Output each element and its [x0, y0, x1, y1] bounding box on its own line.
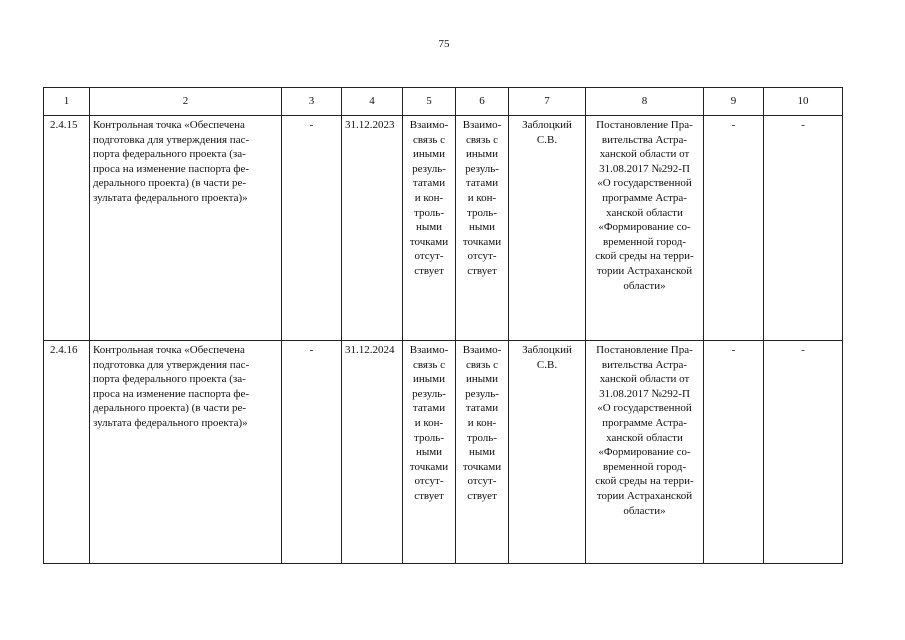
relation-note-5	[403, 116, 456, 341]
relation-note-6-line: троль-	[467, 431, 497, 444]
control-point-name-line: дерального проекта) (в части ре-	[93, 177, 247, 190]
document-reference-line: ской среды на терри-	[595, 475, 694, 488]
relation-note-6-line: резуль-	[465, 387, 499, 400]
column-header: 8	[586, 88, 704, 116]
relation-note-5-line: татами	[412, 402, 446, 415]
col10-value: -	[764, 341, 843, 564]
control-point-name-line: порта федерального проекта (за-	[93, 373, 246, 386]
relation-note-5-line: ствует	[414, 489, 444, 502]
relation-note-5-line: резуль-	[412, 162, 446, 175]
relation-note-6-line: отсут-	[467, 250, 497, 263]
relation-note-5	[403, 341, 456, 564]
relation-note-5-line: Взаимо-	[409, 344, 449, 356]
col3-value: -	[282, 116, 342, 341]
relation-note-5-line: Взаимо-	[409, 119, 449, 131]
column-header: 7	[509, 88, 586, 116]
control-point-name-line: дерального проекта) (в части ре-	[93, 402, 247, 415]
document-reference-line: ханской области от	[599, 373, 690, 386]
document-reference-line: 31.08.2017 №292-П	[599, 162, 690, 175]
relation-note-5-line: и кон-	[414, 416, 444, 429]
relation-note-5-line: ными	[415, 446, 443, 459]
document-reference-line: ханской области	[606, 431, 683, 444]
control-points-table	[43, 87, 843, 564]
control-point-name-line: Контрольная точка «Обеспечена	[93, 119, 245, 131]
document-reference-line: «Формирование со-	[598, 221, 691, 234]
document-reference-line: программе Астра-	[602, 191, 687, 204]
relation-note-6-line: связь с	[466, 133, 498, 146]
relation-note-6-line: резуль-	[465, 162, 499, 175]
column-header: 6	[456, 88, 509, 116]
table-row	[44, 341, 843, 564]
document-reference-line: временной город-	[602, 235, 686, 248]
column-header: 5	[403, 88, 456, 116]
document-reference-line: «О государственной	[597, 177, 692, 190]
relation-note-5-line: связь с	[413, 133, 445, 146]
column-header: 4	[342, 88, 403, 116]
relation-note-6-line: татами	[465, 402, 499, 415]
relation-note-6-line: отсут-	[467, 475, 497, 488]
relation-note-6-line: Взаимо-	[462, 119, 502, 131]
column-header: 9	[704, 88, 764, 116]
relation-note-5-line: иными	[412, 373, 445, 386]
column-header: 10	[764, 88, 843, 116]
document-reference-line: временной город-	[602, 460, 686, 473]
document-reference-line: тории Астраханской	[596, 489, 693, 502]
responsible-person-line: Заблоцкий	[522, 119, 572, 131]
relation-note-5-line: отсут-	[414, 475, 444, 488]
relation-note-5-line: татами	[412, 177, 446, 190]
relation-note-5-line: резуль-	[412, 387, 446, 400]
deadline-date: 31.12.2023	[342, 116, 403, 341]
document-reference-line: Постановление Пра-	[596, 119, 693, 131]
relation-note-6	[456, 341, 509, 564]
document-reference-line: вительства Астра-	[601, 358, 688, 371]
relation-note-5-line: отсут-	[414, 250, 444, 263]
document-reference-line: Постановление Пра-	[596, 344, 693, 356]
relation-note-5-line: связь с	[413, 358, 445, 371]
relation-note-6-line: ными	[468, 446, 496, 459]
document-reference	[586, 341, 704, 564]
relation-note-6-line: татами	[465, 177, 499, 190]
col9-value: -	[704, 341, 764, 564]
row-number: 2.4.16	[44, 341, 90, 564]
relation-note-6-line: ствует	[467, 264, 497, 277]
relation-note-6-line: и кон-	[467, 416, 497, 429]
relation-note-5-line: точками	[409, 460, 449, 473]
relation-note-6-line: точками	[462, 460, 502, 473]
relation-note-5-line: ными	[415, 221, 443, 234]
responsible-person	[509, 341, 586, 564]
document-reference-line: области»	[623, 279, 666, 292]
relation-note-6-line: связь с	[466, 358, 498, 371]
control-point-name-line: зультата федерального проекта)»	[93, 416, 248, 429]
control-point-name	[90, 116, 282, 341]
relation-note-6-line: ствует	[467, 489, 497, 502]
document-reference	[586, 116, 704, 341]
row-number: 2.4.15	[44, 116, 90, 341]
relation-note-5-line: ствует	[414, 264, 444, 277]
responsible-person	[509, 116, 586, 341]
control-point-name-line: Контрольная точка «Обеспечена	[93, 344, 245, 356]
relation-note-6-line: ными	[468, 221, 496, 234]
relation-note-5-line: иными	[412, 148, 445, 161]
relation-note-6-line: троль-	[467, 206, 497, 219]
control-point-name-line: проса на изменение паспорта фе-	[93, 387, 250, 400]
relation-note-6-line: точками	[462, 235, 502, 248]
column-header: 1	[44, 88, 90, 116]
document-reference-line: 31.08.2017 №292-П	[599, 387, 690, 400]
relation-note-6-line: иными	[465, 373, 498, 386]
document-reference-line: области»	[623, 504, 666, 517]
responsible-person-line: Заблоцкий	[522, 344, 572, 356]
relation-note-5-line: точками	[409, 235, 449, 248]
relation-note-6-line: Взаимо-	[462, 344, 502, 356]
column-header: 3	[282, 88, 342, 116]
document-reference-line: ханской области от	[599, 148, 690, 161]
responsible-person-line: С.В.	[536, 133, 558, 146]
page-number: 75	[438, 38, 450, 50]
col9-value: -	[704, 116, 764, 341]
document-reference-line: ханской области	[606, 206, 683, 219]
relation-note-6	[456, 116, 509, 341]
document-reference-line: «Формирование со-	[598, 446, 691, 459]
document-reference-line: программе Астра-	[602, 416, 687, 429]
control-point-name	[90, 341, 282, 564]
table-row	[44, 116, 843, 341]
header-row	[44, 88, 843, 116]
document-reference-line: ской среды на терри-	[595, 250, 694, 263]
column-header: 2	[90, 88, 282, 116]
document-reference-line: «О государственной	[597, 402, 692, 415]
control-point-name-line: зультата федерального проекта)»	[93, 191, 248, 204]
relation-note-5-line: троль-	[414, 431, 444, 444]
relation-note-6-line: и кон-	[467, 191, 497, 204]
control-point-name-line: порта федерального проекта (за-	[93, 148, 246, 161]
relation-note-6-line: иными	[465, 148, 498, 161]
col3-value: -	[282, 341, 342, 564]
col10-value: -	[764, 116, 843, 341]
responsible-person-line: С.В.	[536, 358, 558, 371]
control-point-name-line: подготовка для утверждения пас-	[93, 358, 250, 371]
control-point-name-line: подготовка для утверждения пас-	[93, 133, 250, 146]
relation-note-5-line: и кон-	[414, 191, 444, 204]
control-point-name-line: проса на изменение паспорта фе-	[93, 162, 250, 175]
relation-note-5-line: троль-	[414, 206, 444, 219]
deadline-date: 31.12.2024	[342, 341, 403, 564]
document-reference-line: тории Астраханской	[596, 264, 693, 277]
document-reference-line: вительства Астра-	[601, 133, 688, 146]
